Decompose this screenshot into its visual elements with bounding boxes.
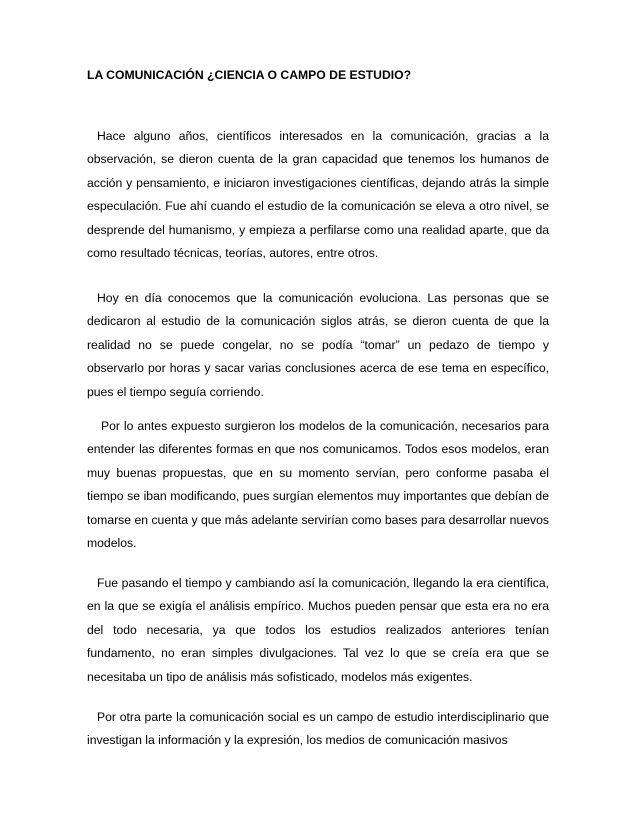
paragraph-2: Hoy en día conocemos que la comunicación evoluciona. Las personas que se dedicaron al estudio de la comunicación siglos atrás, se dieron cuenta de que la realidad no se puede congelar, no se podía “tomar” un pedazo de tiempo y observarlo por horas y sacar varias conclusiones acerca de ese tema en específico, pues el tiempo seguía corriendo. [87, 291, 549, 399]
document-title: LA COMUNICACIÓN ¿CIENCIA O CAMPO DE ESTUDIO? [87, 68, 412, 82]
paragraph-5: Por otra parte la comunicación social es un campo de estudio interdisciplinario que investigan la información y la expresión, los medios de comunicación masivos [87, 710, 549, 748]
paragraph-4: Fue pasando el tiempo y cambiando así la comunicación, llegando la era científica, en la que se exigía el análisis empírico. Muchos pueden pensar que esta era no era del todo necesaria, ya que todos los estudios realizados anteriores tenían fundamento, no eran simples divulgaciones. Tal vez lo que se creía era que se necesitaba un tipo de análisis más sofisticado, modelos más exigentes. [87, 576, 549, 684]
paragraph-3: Por lo antes expuesto surgieron los modelos de la comunicación, necesarios para entender las diferentes formas en que nos comunicamos. Todos esos modelos, eran muy buenas propuestas, que en su momento servían, pero conforme pasaba el tiempo se iban modificando, pues surgían elementos muy importantes que debían de tomarse en cuenta y que más adelante servirían como bases para desarrollar nuevos modelos. [87, 419, 549, 551]
paragraph-1: Hace alguno años, científicos interesados en la comunicación, gracias a la observación, se dieron cuenta de la gran capacidad que tenemos los humanos de acción y pensamiento, e iniciaron investigaciones científicas, dejando atrás la simple especulación. Fue ahí cuando el estudio de la comunicación se eleva a otro nivel, se desprende del humanismo, y empieza a perfilarse como una realidad aparte, que da como resultado técnicas, teorías, autores, entre otros. [87, 129, 549, 261]
